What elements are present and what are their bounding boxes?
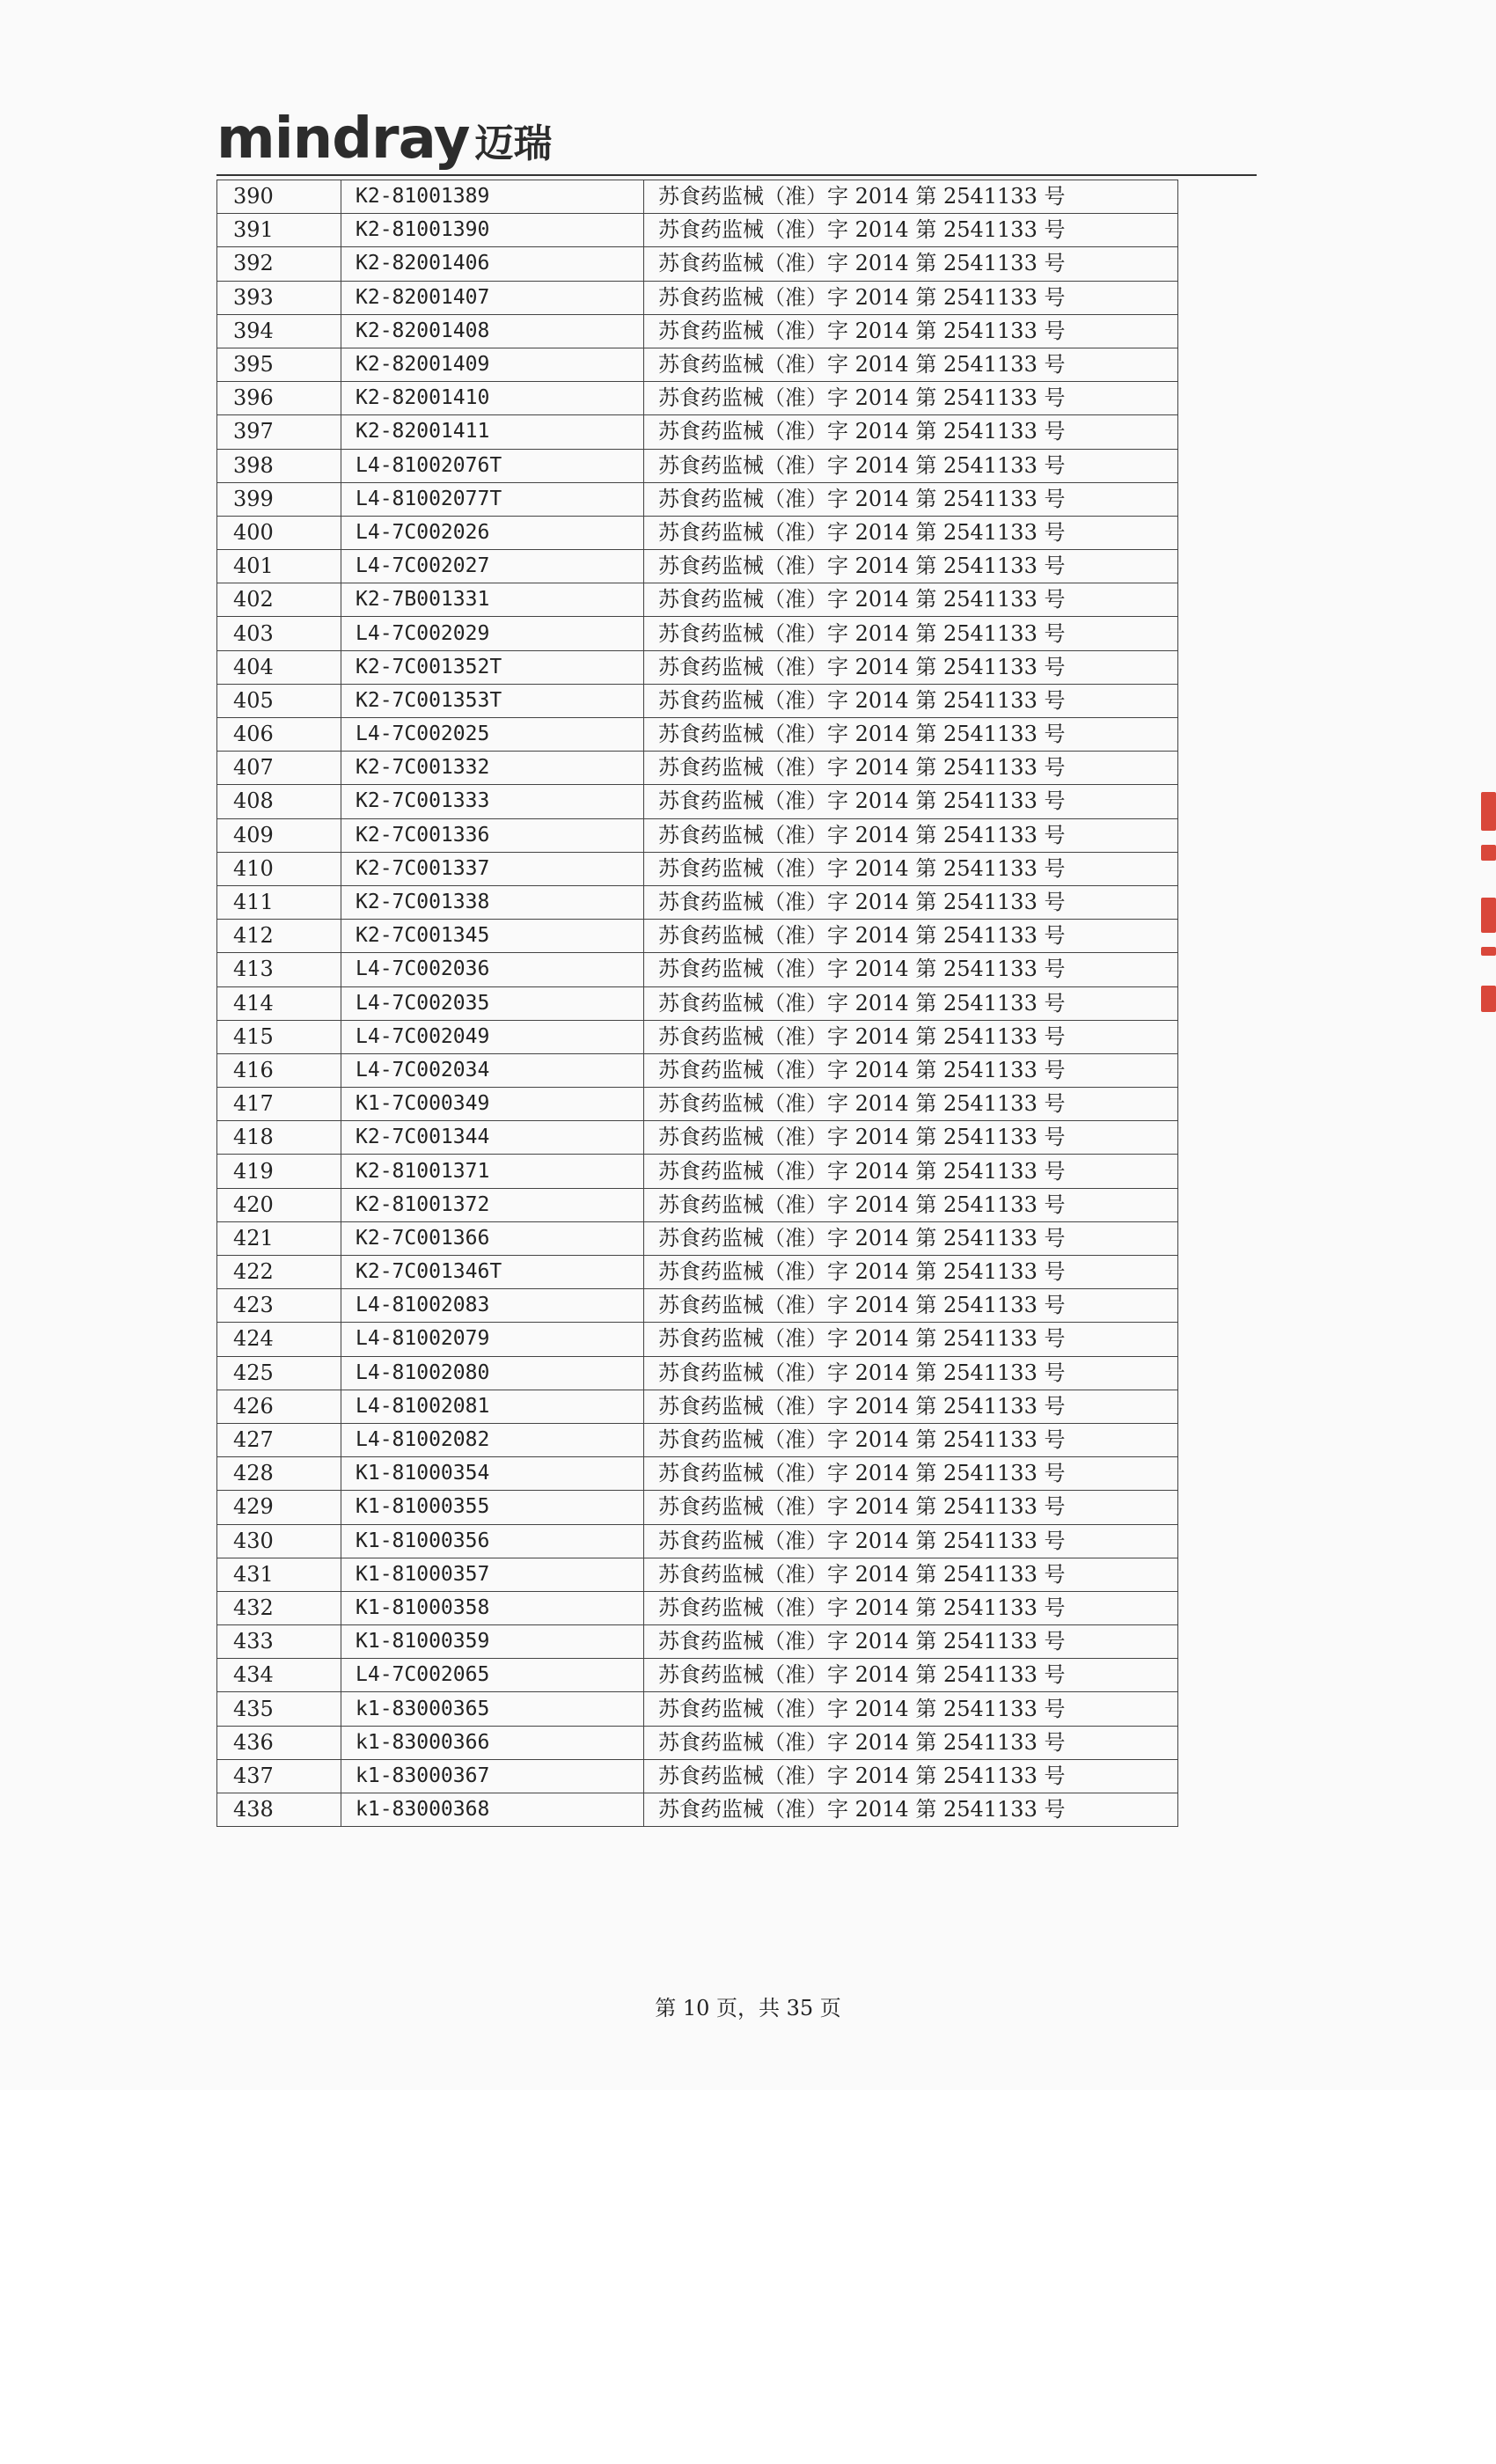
registration-number-cell: 苏食药监械（准）字 2014 第 2541133 号 — [644, 382, 1178, 415]
registration-number-cell: 苏食药监械（准）字 2014 第 2541133 号 — [644, 516, 1178, 549]
model-code-cell: K2-82001410 — [341, 382, 644, 415]
model-code-cell: K2-7C001333 — [341, 785, 644, 818]
table-row — [217, 1491, 1178, 1524]
logo-chinese-text: 迈瑞 — [474, 121, 553, 166]
row-number-cell: 405 — [217, 684, 341, 717]
row-number-cell: 398 — [217, 449, 341, 482]
table-row — [217, 214, 1178, 247]
registration-number-cell: 苏食药监械（准）字 2014 第 2541133 号 — [644, 1221, 1178, 1255]
row-number-cell: 407 — [217, 752, 341, 785]
registration-number-cell: 苏食药监械（准）字 2014 第 2541133 号 — [644, 214, 1178, 247]
table-row — [217, 785, 1178, 818]
table-row — [217, 1692, 1178, 1726]
model-code-cell: L4-81002081 — [341, 1390, 644, 1423]
registration-number-cell: 苏食药监械（准）字 2014 第 2541133 号 — [644, 1659, 1178, 1692]
row-number-cell: 424 — [217, 1323, 341, 1356]
model-code-cell: K1-81000355 — [341, 1491, 644, 1524]
registration-number-cell: 苏食药监械（准）字 2014 第 2541133 号 — [644, 1121, 1178, 1155]
table-row — [217, 1053, 1178, 1087]
row-number-cell: 435 — [217, 1692, 341, 1726]
registration-number-cell: 苏食药监械（准）字 2014 第 2541133 号 — [644, 550, 1178, 583]
model-code-cell: L4-7C002027 — [341, 550, 644, 583]
table-row — [217, 1121, 1178, 1155]
row-number-cell: 416 — [217, 1053, 341, 1087]
table-row — [217, 1591, 1178, 1624]
row-number-cell: 432 — [217, 1591, 341, 1624]
model-code-cell: k1-83000366 — [341, 1726, 644, 1759]
registration-number-cell: 苏食药监械（准）字 2014 第 2541133 号 — [644, 718, 1178, 752]
registration-number-cell: 苏食药监械（准）字 2014 第 2541133 号 — [644, 281, 1178, 314]
model-code-cell: L4-81002079 — [341, 1323, 644, 1356]
registration-number-cell: 苏食药监械（准）字 2014 第 2541133 号 — [644, 1625, 1178, 1659]
row-number-cell: 408 — [217, 785, 341, 818]
registration-number-cell: 苏食药监械（准）字 2014 第 2541133 号 — [644, 1759, 1178, 1793]
table-row — [217, 583, 1178, 617]
registration-number-cell: 苏食药监械（准）字 2014 第 2541133 号 — [644, 583, 1178, 617]
table-row — [217, 247, 1178, 281]
registration-number-cell: 苏食药监械（准）字 2014 第 2541133 号 — [644, 348, 1178, 381]
row-number-cell: 428 — [217, 1457, 341, 1491]
row-number-cell: 393 — [217, 281, 341, 314]
row-number-cell: 391 — [217, 214, 341, 247]
registration-number-cell: 苏食药监械（准）字 2014 第 2541133 号 — [644, 1188, 1178, 1221]
table-row — [217, 617, 1178, 650]
table-row — [217, 718, 1178, 752]
registration-number-cell: 苏食药监械（准）字 2014 第 2541133 号 — [644, 482, 1178, 516]
row-number-cell: 427 — [217, 1423, 341, 1456]
table-row — [217, 885, 1178, 919]
registration-number-cell: 苏食药监械（准）字 2014 第 2541133 号 — [644, 818, 1178, 852]
model-code-cell: K1-81000357 — [341, 1558, 644, 1591]
row-number-cell: 394 — [217, 314, 341, 348]
model-code-cell: k1-83000368 — [341, 1793, 644, 1827]
row-number-cell: 417 — [217, 1088, 341, 1121]
table-row — [217, 1759, 1178, 1793]
row-number-cell: 404 — [217, 650, 341, 684]
table-row — [217, 1793, 1178, 1827]
model-code-cell: K2-81001372 — [341, 1188, 644, 1221]
registration-number-cell: 苏食药监械（准）字 2014 第 2541133 号 — [644, 785, 1178, 818]
row-number-cell: 392 — [217, 247, 341, 281]
model-code-cell: K2-7C001332 — [341, 752, 644, 785]
table-row — [217, 1323, 1178, 1356]
model-code-cell: L4-7C002035 — [341, 986, 644, 1020]
model-code-cell: K2-7C001353T — [341, 684, 644, 717]
registration-table-body — [217, 180, 1178, 1827]
row-number-cell: 437 — [217, 1759, 341, 1793]
mindray-logo — [216, 104, 553, 172]
registration-number-cell: 苏食药监械（准）字 2014 第 2541133 号 — [644, 1256, 1178, 1289]
table-row — [217, 1423, 1178, 1456]
table-row — [217, 382, 1178, 415]
registration-number-cell: 苏食药监械（准）字 2014 第 2541133 号 — [644, 180, 1178, 214]
table-row — [217, 684, 1178, 717]
row-number-cell: 402 — [217, 583, 341, 617]
table-row — [217, 180, 1178, 214]
table-row — [217, 1221, 1178, 1255]
row-number-cell: 414 — [217, 986, 341, 1020]
registration-number-cell: 苏食药监械（准）字 2014 第 2541133 号 — [644, 1323, 1178, 1356]
registration-number-cell: 苏食药监械（准）字 2014 第 2541133 号 — [644, 1088, 1178, 1121]
table-row — [217, 1558, 1178, 1591]
row-number-cell: 436 — [217, 1726, 341, 1759]
table-row — [217, 449, 1178, 482]
registration-number-cell: 苏食药监械（准）字 2014 第 2541133 号 — [644, 617, 1178, 650]
table-row — [217, 415, 1178, 449]
registration-number-cell: 苏食药监械（准）字 2014 第 2541133 号 — [644, 650, 1178, 684]
row-number-cell: 423 — [217, 1289, 341, 1323]
table-row — [217, 314, 1178, 348]
row-number-cell: 422 — [217, 1256, 341, 1289]
model-code-cell: K2-7C001346T — [341, 1256, 644, 1289]
registration-number-cell: 苏食药监械（准）字 2014 第 2541133 号 — [644, 885, 1178, 919]
table-row — [217, 818, 1178, 852]
model-code-cell: L4-7C002036 — [341, 953, 644, 986]
model-code-cell: K2-7C001366 — [341, 1221, 644, 1255]
row-number-cell: 409 — [217, 818, 341, 852]
registration-number-cell: 苏食药监械（准）字 2014 第 2541133 号 — [644, 247, 1178, 281]
model-code-cell: K2-81001371 — [341, 1155, 644, 1188]
model-code-cell: L4-7C002026 — [341, 516, 644, 549]
registration-number-cell: 苏食药监械（准）字 2014 第 2541133 号 — [644, 1356, 1178, 1390]
row-number-cell: 419 — [217, 1155, 341, 1188]
model-code-cell: K2-7C001337 — [341, 852, 644, 885]
row-number-cell: 410 — [217, 852, 341, 885]
row-number-cell: 400 — [217, 516, 341, 549]
model-code-cell: K1-81000359 — [341, 1625, 644, 1659]
model-code-cell: L4-81002076T — [341, 449, 644, 482]
row-number-cell: 395 — [217, 348, 341, 381]
model-code-cell: L4-81002080 — [341, 1356, 644, 1390]
model-code-cell: K2-81001389 — [341, 180, 644, 214]
table-row — [217, 1659, 1178, 1692]
registration-number-cell: 苏食药监械（准）字 2014 第 2541133 号 — [644, 1457, 1178, 1491]
row-number-cell: 421 — [217, 1221, 341, 1255]
header-divider — [216, 174, 1257, 176]
page-number: 第 10 页，共 35 页 — [655, 1996, 841, 2020]
table-row — [217, 920, 1178, 953]
registration-number-cell: 苏食药监械（准）字 2014 第 2541133 号 — [644, 953, 1178, 986]
registration-number-cell: 苏食药监械（准）字 2014 第 2541133 号 — [644, 852, 1178, 885]
row-number-cell: 390 — [217, 180, 341, 214]
registration-number-cell: 苏食药监械（准）字 2014 第 2541133 号 — [644, 1524, 1178, 1558]
row-number-cell: 420 — [217, 1188, 341, 1221]
row-number-cell: 412 — [217, 920, 341, 953]
table-row — [217, 1457, 1178, 1491]
row-number-cell: 411 — [217, 885, 341, 919]
registration-number-cell: 苏食药监械（准）字 2014 第 2541133 号 — [644, 920, 1178, 953]
row-number-cell: 434 — [217, 1659, 341, 1692]
registration-number-cell: 苏食药监械（准）字 2014 第 2541133 号 — [644, 1155, 1178, 1188]
registration-number-cell: 苏食药监械（准）字 2014 第 2541133 号 — [644, 986, 1178, 1020]
table-row — [217, 986, 1178, 1020]
row-number-cell: 425 — [217, 1356, 341, 1390]
table-row — [217, 1020, 1178, 1053]
red-seal-stamp-edge — [1481, 792, 1496, 1021]
row-number-cell: 399 — [217, 482, 341, 516]
table-row — [217, 852, 1178, 885]
model-code-cell: k1-83000365 — [341, 1692, 644, 1726]
model-code-cell: K2-82001408 — [341, 314, 644, 348]
model-code-cell: K2-7C001352T — [341, 650, 644, 684]
registration-number-cell: 苏食药监械（准）字 2014 第 2541133 号 — [644, 314, 1178, 348]
table-row — [217, 550, 1178, 583]
registration-number-cell: 苏食药监械（准）字 2014 第 2541133 号 — [644, 1390, 1178, 1423]
model-code-cell: k1-83000367 — [341, 1759, 644, 1793]
row-number-cell: 431 — [217, 1558, 341, 1591]
row-number-cell: 403 — [217, 617, 341, 650]
table-row — [217, 482, 1178, 516]
table-row — [217, 1088, 1178, 1121]
registration-table — [216, 180, 1178, 1827]
model-code-cell: L4-7C002034 — [341, 1053, 644, 1087]
model-code-cell: K1-81000356 — [341, 1524, 644, 1558]
model-code-cell: K2-7C001336 — [341, 818, 644, 852]
model-code-cell: K2-7C001344 — [341, 1121, 644, 1155]
row-number-cell: 426 — [217, 1390, 341, 1423]
row-number-cell: 429 — [217, 1491, 341, 1524]
registration-number-cell: 苏食药监械（准）字 2014 第 2541133 号 — [644, 684, 1178, 717]
registration-number-cell: 苏食药监械（准）字 2014 第 2541133 号 — [644, 1558, 1178, 1591]
table-row — [217, 1256, 1178, 1289]
model-code-cell: K2-82001406 — [341, 247, 644, 281]
model-code-cell: K2-7C001338 — [341, 885, 644, 919]
model-code-cell: K2-82001409 — [341, 348, 644, 381]
model-code-cell: L4-81002077T — [341, 482, 644, 516]
table-row — [217, 1155, 1178, 1188]
registration-number-cell: 苏食药监械（准）字 2014 第 2541133 号 — [644, 1423, 1178, 1456]
row-number-cell: 415 — [217, 1020, 341, 1053]
table-row — [217, 752, 1178, 785]
registration-number-cell: 苏食药监械（准）字 2014 第 2541133 号 — [644, 1491, 1178, 1524]
registration-number-cell: 苏食药监械（准）字 2014 第 2541133 号 — [644, 1053, 1178, 1087]
table-row — [217, 1289, 1178, 1323]
registration-number-cell: 苏食药监械（准）字 2014 第 2541133 号 — [644, 1591, 1178, 1624]
logo-latin-text: mindray — [216, 106, 470, 172]
row-number-cell: 418 — [217, 1121, 341, 1155]
row-number-cell: 406 — [217, 718, 341, 752]
table-row — [217, 348, 1178, 381]
model-code-cell: K2-81001390 — [341, 214, 644, 247]
registration-number-cell: 苏食药监械（准）字 2014 第 2541133 号 — [644, 752, 1178, 785]
model-code-cell: L4-7C002025 — [341, 718, 644, 752]
table-row — [217, 516, 1178, 549]
table-row — [217, 1390, 1178, 1423]
registration-number-cell: 苏食药监械（准）字 2014 第 2541133 号 — [644, 1726, 1178, 1759]
model-code-cell: L4-7C002065 — [341, 1659, 644, 1692]
registration-number-cell: 苏食药监械（准）字 2014 第 2541133 号 — [644, 1289, 1178, 1323]
row-number-cell: 438 — [217, 1793, 341, 1827]
model-code-cell: K2-7B001331 — [341, 583, 644, 617]
table-row — [217, 650, 1178, 684]
registration-number-cell: 苏食药监械（准）字 2014 第 2541133 号 — [644, 1020, 1178, 1053]
model-code-cell: K2-82001411 — [341, 415, 644, 449]
registration-number-cell: 苏食药监械（准）字 2014 第 2541133 号 — [644, 449, 1178, 482]
model-code-cell: K1-7C000349 — [341, 1088, 644, 1121]
model-code-cell: L4-81002083 — [341, 1289, 644, 1323]
registration-number-cell: 苏食药监械（准）字 2014 第 2541133 号 — [644, 1793, 1178, 1827]
row-number-cell: 430 — [217, 1524, 341, 1558]
row-number-cell: 401 — [217, 550, 341, 583]
model-code-cell: L4-81002082 — [341, 1423, 644, 1456]
model-code-cell: K2-7C001345 — [341, 920, 644, 953]
table-row — [217, 281, 1178, 314]
row-number-cell: 413 — [217, 953, 341, 986]
model-code-cell: K1-81000354 — [341, 1457, 644, 1491]
table-row — [217, 1625, 1178, 1659]
row-number-cell: 396 — [217, 382, 341, 415]
model-code-cell: L4-7C002029 — [341, 617, 644, 650]
registration-number-cell: 苏食药监械（准）字 2014 第 2541133 号 — [644, 1692, 1178, 1726]
model-code-cell: K1-81000358 — [341, 1591, 644, 1624]
table-row — [217, 953, 1178, 986]
row-number-cell: 397 — [217, 415, 341, 449]
registration-number-cell: 苏食药监械（准）字 2014 第 2541133 号 — [644, 415, 1178, 449]
table-row — [217, 1356, 1178, 1390]
table-row — [217, 1188, 1178, 1221]
model-code-cell: K2-82001407 — [341, 281, 644, 314]
table-row — [217, 1524, 1178, 1558]
table-row — [217, 1726, 1178, 1759]
row-number-cell: 433 — [217, 1625, 341, 1659]
model-code-cell: L4-7C002049 — [341, 1020, 644, 1053]
